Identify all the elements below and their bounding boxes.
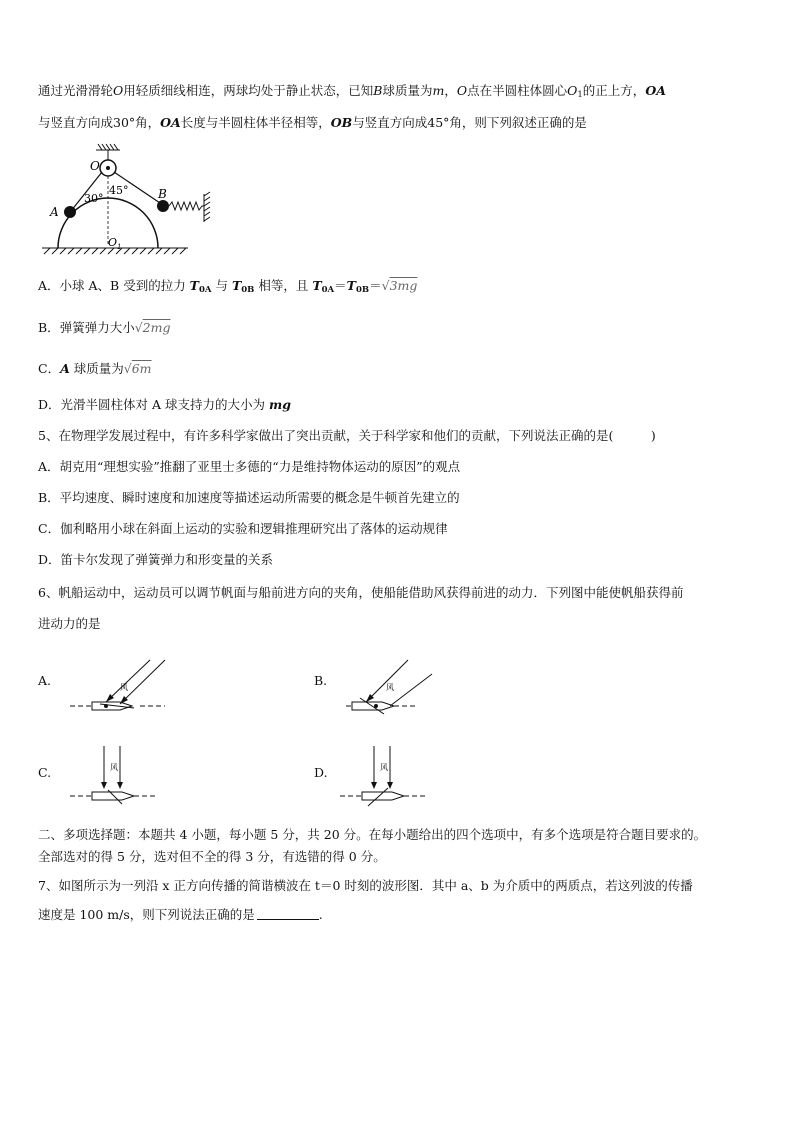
text: 与 [211,278,232,293]
text: ＝ [334,278,347,293]
var-A: A [60,361,70,376]
wind-label: 风 [380,763,388,772]
var-O1: O [567,83,578,98]
option-letter: B． [38,320,60,335]
formula: 3mg [389,278,418,293]
label-B: B [158,187,167,201]
subscript: 1 [577,90,583,100]
answer-blank[interactable] [257,908,319,920]
q4-figure [38,138,228,260]
var-OB: OB [330,115,353,130]
text: 速度是 100 m/s，则下列说法正确的是 [38,907,255,922]
var-O: O [113,83,124,98]
wind-label: 风 [110,763,118,772]
option-letter: C． [38,361,61,376]
q5-option-b: B．平均速度、瞬时速度和加速度等描述运动所需要的概念是牛顿首先建立的 [38,490,460,505]
ball-B [157,200,169,212]
var-OA: OA [160,115,181,130]
text: 光滑半圆柱体对 A 球支持力的大小为 [60,397,269,412]
subscript: 0A [321,285,335,295]
spring [169,202,204,210]
text: 通过光滑滑轮 [38,83,114,98]
var-B: B [373,83,383,98]
q6-figure-b [346,656,446,716]
q7-line1: 7、如图所示为一列沿 x 正方向传播的简谐横波在 t＝0 时刻的波形图．其中 a、b 为介质中的两质点，若这列波的传播 [38,878,693,893]
formula: 6m [131,361,152,376]
option-letter: A． [38,278,60,293]
angle-30: 30° [84,192,104,205]
var-T: T [231,278,242,293]
q5-option-d: D．笛卡尔发现了弹簧弹力和形变量的关系 [38,552,274,567]
q6-option-a-label: A. [38,673,52,688]
text: 的正上方， [582,83,646,98]
var-T: T [346,278,356,293]
q6-figure-a [70,656,180,716]
formula: mg [268,397,291,412]
label-A: A [50,205,59,219]
subscript: 0A [198,285,212,295]
text: 与竖直方向成30°角， [38,115,161,130]
q6-option-b-label: B. [314,673,328,688]
text: ＝ [369,278,382,293]
text: 与竖直方向成45°角，则下列叙述正确的是 [352,115,587,130]
subscript: 0B [355,285,370,295]
var-T: T [312,278,322,293]
var-O: O [456,83,468,98]
label-O: O [90,159,100,173]
wall-hatch [204,192,210,222]
q7-line2 [38,907,323,923]
q4-option-c: C．A 球质量为√6m [38,361,152,376]
text: 长度与半圆柱体半径相等， [180,115,331,130]
subscript: 0B [241,285,255,295]
ceiling-hatch [96,144,120,160]
var-m: m [432,83,445,98]
label-O1: $O_1$ [108,236,122,251]
q6-figure-c [70,744,160,808]
section2-line2: 全部选对的得 5 分，选对但不全的得 3 分，有选错的得 0 分。 [38,849,386,864]
q5-stem: 5、在物理学发展过程中，有许多科学家做出了突出贡献，关于科学家和他们的贡献，下列说法正确的是( ) [38,428,656,443]
text: 弹簧弹力大小 [59,320,135,335]
text: . [318,907,323,922]
q6-option-c-label: C. [38,765,52,780]
text: 球质量为 [382,83,433,98]
q4-option-b: B．弹簧弹力大小√2mg [38,320,171,335]
q6-stem-line2: 进动力的是 [38,616,101,631]
var-T: T [189,278,199,293]
q6-figure-d [340,744,430,808]
q4-option-a: A．小球 A、B 受到的拉力 $T_{0A}$ 与 $T_{0B}$ 相等，且 $T_{0A}=T_{0B}=√3mg$ [38,278,418,295]
text: 点在半圆柱体圆心 [467,83,568,98]
q4-intro-line1 [38,83,666,103]
q5-option-a: A．胡克用“理想实验”推翻了亚里士多德的“力是维持物体运动的原因”的观点 [38,459,461,474]
var-OA: OA [645,83,666,98]
wind-label: 风 [386,683,394,692]
q5-option-c: C．伽利略用小球在斜面上运动的实验和逻辑推理研究出了落体的运动规律 [38,521,448,536]
option-letter: D． [38,397,61,412]
text: 用轻质细线相连，两球均处于静止状态，已知 [123,83,374,98]
q6-stem-line1: 6、帆船运动中，运动员可以调节帆面与船前进方向的夹角，使船能借助风获得前进的动力．下列图中能使帆船获得前 [38,585,684,600]
text: 球质量为 [69,361,124,376]
text: 相等，且 [254,278,313,293]
formula: 2mg [142,320,171,335]
text: ， [444,83,457,98]
wind-label: 风 [120,683,128,692]
ball-A [64,206,76,218]
q6-option-d-label: D. [314,765,328,780]
text: 小球 A、B 受到的拉力 [59,278,190,293]
angle-45: 45° [109,184,129,197]
q4-option-d [38,397,291,413]
section2-line1: 二、多项选择题：本题共 4 小题，每小题 5 分，共 20 分。在每小题给出的四个选项中，有多个选项是符合题目要求的。 [38,827,707,842]
q4-intro-line2 [38,115,587,131]
